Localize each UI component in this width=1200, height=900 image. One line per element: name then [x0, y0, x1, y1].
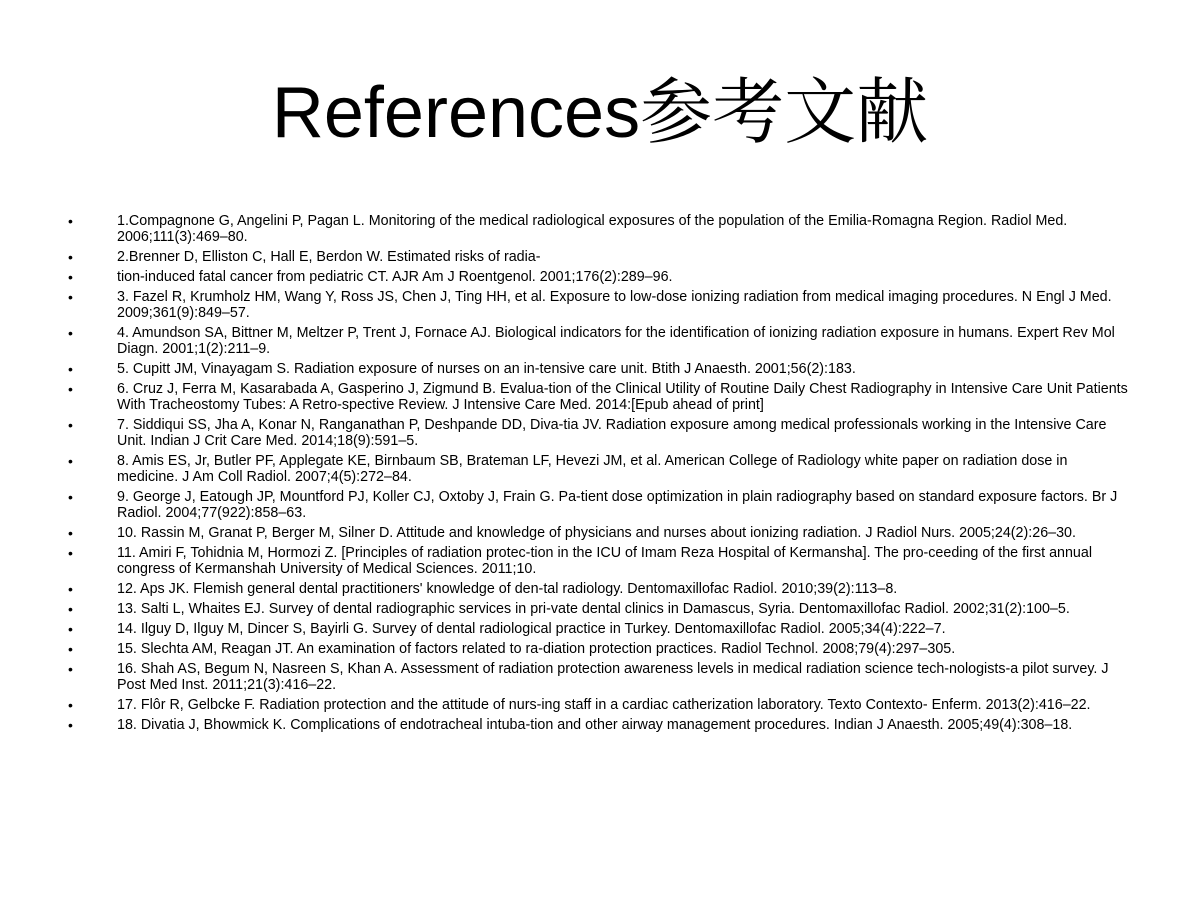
reference-item: [68, 381, 1132, 413]
reference-text: 6. Cruz J, Ferra M, Kasarabada A, Gasperino J, Zigmund B. Evalua-tion of the Clinical Utility of Routine Daily Chest Radiography in Intensive Care Unit Patients With Tracheostomy Tubes: A Retro-spective Review. J Intensive Care Med. 2014:[Epub ahead of print]: [117, 381, 1128, 413]
reference-item: [68, 581, 1132, 597]
reference-text: 8. Amis ES, Jr, Butler PF, Applegate KE, Birnbaum SB, Brateman LF, Hevezi JM, et al. American College of Radiology white paper on radiation dose in medicine. J Am Coll Radiol. 2007;4(5):272–84.: [117, 453, 1068, 485]
bullet-marker: •: [68, 525, 73, 541]
bullet-marker: •: [68, 581, 73, 597]
reference-text: 16. Shah AS, Begum N, Nasreen S, Khan A. Assessment of radiation protection awareness levels in medical radiation science tech-nologists-a pilot survey. J Post Med Inst. 2011;21(3):416–22.: [117, 661, 1109, 693]
bullet-marker: •: [68, 453, 73, 469]
reference-item: [68, 289, 1132, 321]
bullet-marker: •: [68, 661, 73, 677]
reference-item: [68, 489, 1132, 521]
slide-title-english: References: [271, 73, 641, 153]
reference-item: [68, 621, 1132, 637]
reference-text: 5. Cupitt JM, Vinayagam S. Radiation exposure of nurses on an in-tensive care unit. Btith J Anaesth. 2001;56(2):183.: [117, 361, 856, 377]
bullet-marker: •: [68, 489, 73, 505]
reference-text: 11. Amiri F, Tohidnia M, Hormozi Z. [Principles of radiation protec-tion in the ICU of Imam Reza Hospital of Kermansha]. The pro-ceeding of the first annual congress of Kermanshah University of Medical Sciences. 2011;10.: [117, 545, 1093, 577]
reference-item: [68, 601, 1132, 617]
reference-item: [68, 545, 1132, 577]
reference-item: [68, 269, 1132, 285]
bullet-marker: •: [68, 325, 73, 341]
reference-item: [68, 249, 1132, 265]
reference-text: 13. Salti L, Whaites EJ. Survey of dental radiographic services in pri-vate dental clinics in Damascus, Syria. Dentomaxillofac Radiol. 2002;31(2):100–5.: [117, 601, 1070, 617]
reference-item: [68, 213, 1132, 245]
reference-list: [68, 213, 1132, 737]
slide-title-chinese: 参考文献: [640, 70, 929, 154]
reference-item: [68, 697, 1132, 713]
reference-item: [68, 525, 1132, 541]
reference-text: 1.Compagnone G, Angelini P, Pagan L. Monitoring of the medical radiological exposures of the population of the Emilia-Romagna Region. Radiol Med. 2006;111(3):469–80.: [117, 213, 1068, 245]
reference-text: 15. Slechta AM, Reagan JT. An examination of factors related to ra-diation protection practices. Radiol Technol. 2008;79(4):297–305.: [117, 641, 956, 657]
bullet-marker: •: [68, 697, 73, 713]
reference-text: 17. Flôr R, Gelbcke F. Radiation protection and the attitude of nurs-ing staff in a cardiac catherization laboratory. Texto Contexto- Enferm. 2013(2):416–22.: [117, 697, 1091, 713]
bullet-marker: •: [68, 249, 73, 265]
bullet-marker: •: [68, 717, 73, 733]
reference-text: 4. Amundson SA, Bittner M, Meltzer P, Trent J, Fornace AJ. Biological indicators for the identification of ionizing radiation exposure in humans. Expert Rev Mol Diagn. 2001;1(2):211–9.: [117, 325, 1115, 357]
bullet-marker: •: [68, 641, 73, 657]
bullet-marker: •: [68, 621, 73, 637]
reference-text: 9. George J, Eatough JP, Mountford PJ, Koller CJ, Oxtoby J, Frain G. Pa-tient dose optimization in plain radiography based on standard exposure factors. Br J Radiol. 2004;77(922):858–63.: [117, 489, 1118, 521]
reference-item: [68, 361, 1132, 377]
reference-item: [68, 641, 1132, 657]
reference-text: 7. Siddiqui SS, Jha A, Konar N, Ranganathan P, Deshpande DD, Diva-tia JV. Radiation exposure among medical professionals working in the Intensive Care Unit. Indian J Crit Care Med. 2014;18(9):591–5.: [117, 417, 1107, 449]
reference-text: 2.Brenner D, Elliston C, Hall E, Berdon W. Estimated risks of radia-: [117, 249, 541, 265]
reference-item: [68, 325, 1132, 357]
bullet-marker: •: [68, 361, 73, 377]
bullet-marker: •: [68, 417, 73, 433]
reference-item: [68, 717, 1132, 733]
reference-item: [68, 661, 1132, 693]
reference-text: 14. Ilguy D, Ilguy M, Dincer S, Bayirli G. Survey of dental radiological practice in Turkey. Dentomaxillofac Radiol. 2005;34(4):222–7.: [117, 621, 946, 637]
reference-text: tion-induced fatal cancer from pediatric CT. AJR Am J Roentgenol. 2001;176(2):289–96.: [117, 269, 673, 285]
bullet-marker: •: [68, 545, 73, 561]
bullet-marker: •: [68, 269, 73, 285]
reference-text: 12. Aps JK. Flemish general dental practitioners' knowledge of den-tal radiology. Dentomaxillofac Radiol. 2010;39(2):113–8.: [117, 581, 898, 597]
bullet-marker: •: [68, 289, 73, 305]
bullet-marker: •: [68, 381, 73, 397]
reference-text: 18. Divatia J, Bhowmick K. Complications of endotracheal intuba-tion and other airway management procedures. Indian J Anaesth. 2005;49(4):308–18.: [117, 717, 1073, 733]
bullet-marker: •: [68, 601, 73, 617]
slide-title: [0, 66, 1200, 159]
bullet-marker: •: [68, 213, 73, 229]
reference-text: 10. Rassin M, Granat P, Berger M, Silner D. Attitude and knowledge of physicians and nurses about ionizing radiation. J Radiol Nurs. 2005;24(2):26–30.: [117, 525, 1076, 541]
reference-text: 3. Fazel R, Krumholz HM, Wang Y, Ross JS, Chen J, Ting HH, et al. Exposure to low-dose ionizing radiation from medical imaging procedures. N Engl J Med. 2009;361(9):849–57.: [117, 289, 1112, 321]
reference-item: [68, 453, 1132, 485]
reference-item: [68, 417, 1132, 449]
